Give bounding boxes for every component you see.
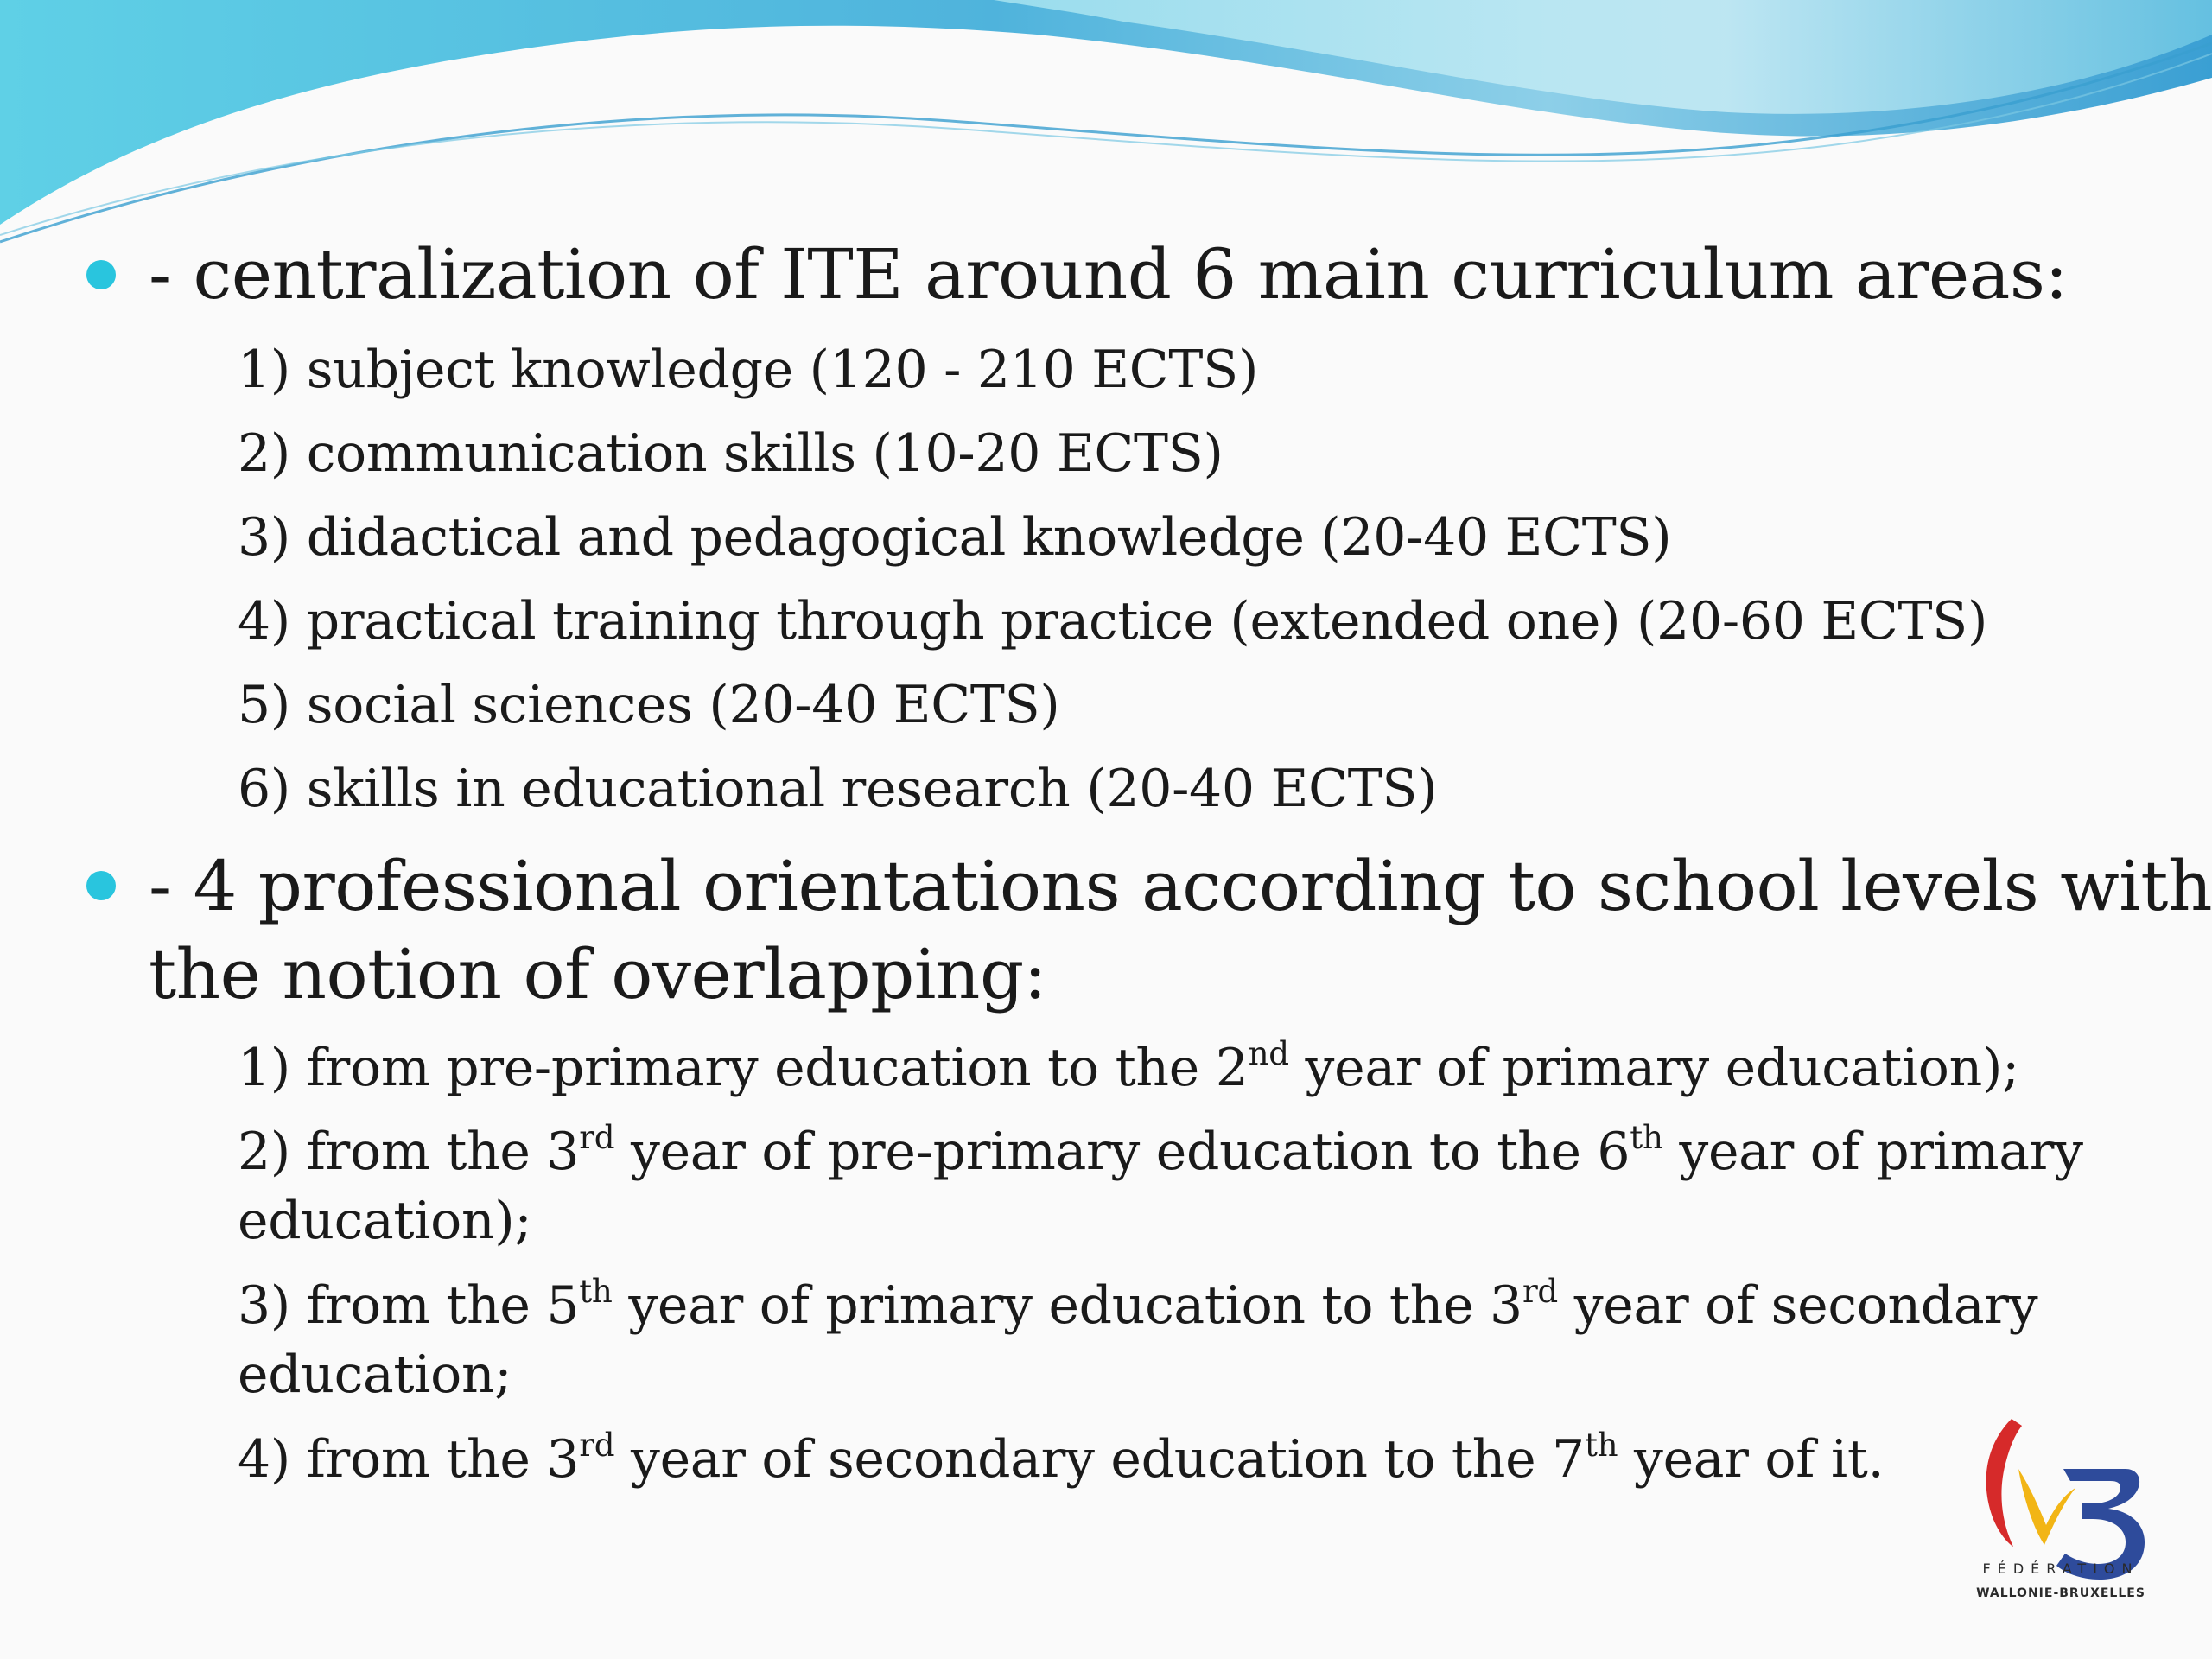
orientation-3-sup-1: th: [579, 1272, 613, 1311]
orientation-2-text-b: year of pre-primary education to the 6: [614, 1122, 1630, 1182]
orientation-4-sup-1: rd: [579, 1426, 615, 1465]
orientation-2-text-c: year of primary education);: [238, 1122, 2083, 1251]
orientation-3-text-b: year of primary education to the 3: [612, 1275, 1522, 1336]
orientation-2-text-a: 2) from the 3: [238, 1122, 580, 1182]
orientation-2-sup-2: th: [1630, 1118, 1663, 1157]
orientation-4-text-c: year of it.: [1618, 1429, 1885, 1490]
bullet-dot-1: [86, 260, 116, 289]
bullet-heading-2-line-2: the notion of overlapping:: [149, 934, 1047, 1014]
orientation-item-2: [238, 1117, 2095, 1255]
orientation-1-sup: nd: [1248, 1034, 1289, 1073]
header-wave-decoration: [0, 0, 2212, 259]
orientation-4-sup-2: th: [1584, 1426, 1618, 1465]
orientation-1-text-a: 1) from pre-primary education to the 2: [238, 1038, 1249, 1098]
orientation-item-1: [238, 1033, 2121, 1103]
bullet-heading-1: - centralization of ITE around 6 main curriculum areas:: [149, 234, 2068, 315]
logo-text-wallonie-bruxelles: WALLONIE-BRUXELLES: [1976, 1586, 2145, 1600]
logo-text-federation: FÉDÉRATION: [1982, 1560, 2139, 1577]
orientation-3-text-a: 3) from the 5: [238, 1275, 580, 1336]
orientation-3-text-c: year of secondary education;: [238, 1275, 2038, 1405]
orientation-item-3: [238, 1271, 2095, 1409]
curriculum-item-1: 1) subject knowledge (120 - 210 ECTS): [238, 340, 1259, 400]
orientation-2-sup-1: rd: [579, 1118, 615, 1157]
bullet-heading-2-line-1: - 4 professional orientations according to school levels with: [149, 846, 2212, 926]
curriculum-item-6: 6) skills in educational research (20-40 ECTS): [238, 759, 1438, 819]
orientation-1-text-b: year of primary education);: [1288, 1038, 2019, 1098]
orientation-item-4: [238, 1425, 2121, 1494]
curriculum-item-4: 4) practical training through practice (extended one) (20-60 ECTS): [238, 591, 1988, 652]
curriculum-item-3: 3) didactical and pedagogical knowledge (20-40 ECTS): [238, 507, 1672, 568]
federation-wallonie-bruxelles-logo: [1961, 1408, 2169, 1616]
orientation-4-text-a: 4) from the 3: [238, 1429, 580, 1490]
orientation-4-text-b: year of secondary education to the 7: [614, 1429, 1585, 1490]
orientation-3-sup-2: rd: [1522, 1272, 1558, 1311]
curriculum-item-5: 5) social sciences (20-40 ECTS): [238, 675, 1060, 735]
curriculum-item-2: 2) communication skills (10-20 ECTS): [238, 423, 1224, 484]
bullet-dot-2: [86, 871, 116, 900]
